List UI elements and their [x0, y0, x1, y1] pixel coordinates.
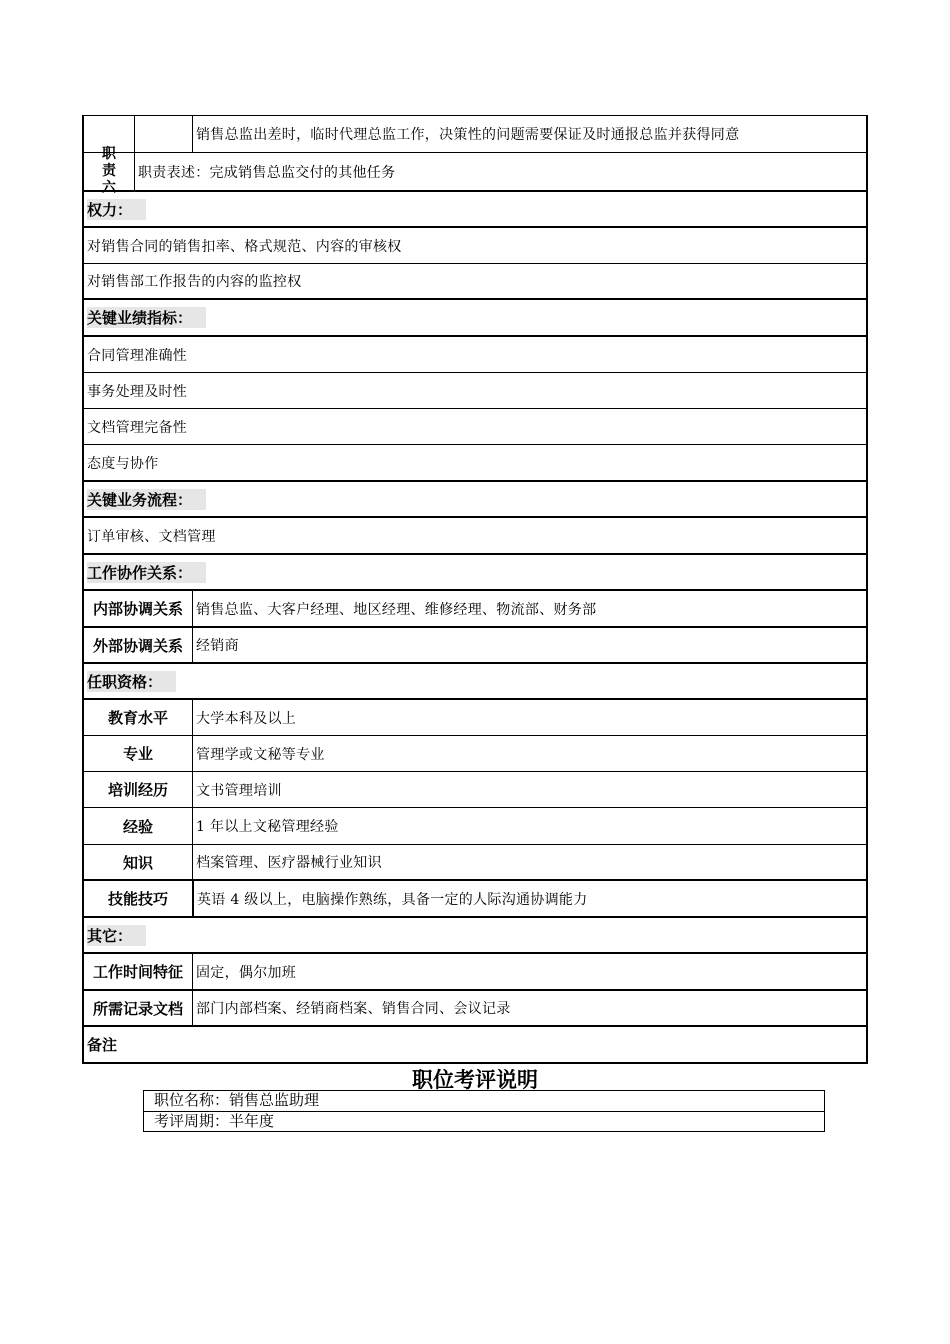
collab-row: [82, 591, 868, 628]
qualification-value: 管理学或文秘等专业: [192, 736, 866, 771]
process-item: [82, 518, 868, 555]
power-item: [82, 228, 868, 264]
collab-row: [82, 628, 868, 664]
job-description-table: [82, 115, 868, 1064]
collab-value: 经销商: [192, 628, 866, 662]
evaluation-title: 职位考评说明: [412, 1068, 538, 1092]
duty-continuation-text: 销售总监出差时，临时代理总监工作，决策性的问题需要保证及时通报总监并获得同意: [192, 116, 866, 152]
qualification-row: [82, 736, 868, 772]
duty-six-row: [82, 146, 868, 196]
other-value: 部门内部档案、经销商档案、销售合同、会议记录: [192, 991, 866, 1025]
qualification-row: [82, 881, 868, 918]
other-label: 所需记录文档: [92, 999, 183, 1018]
qualification-label: 技能技巧: [107, 890, 168, 908]
qualification-label: 培训经历: [107, 781, 168, 799]
qualification-value: 1 年以上文秘管理经验: [192, 808, 866, 844]
process-item-text: 订单审核、文档管理: [87, 528, 216, 545]
kpi-item: [82, 337, 868, 373]
qualification-label: 经验: [122, 817, 153, 836]
other-value: 固定，偶尔加班: [192, 954, 866, 989]
qualification-label: 专业: [122, 745, 153, 763]
duty-continuation-row: [82, 115, 868, 153]
qualification-row: [82, 808, 868, 845]
qualification-label: 教育水平: [107, 709, 168, 727]
qualification-value: 大学本科及以上: [192, 700, 866, 735]
kpi-section-header: [82, 300, 868, 337]
qualification-section-header: [82, 664, 868, 700]
kpi-item-text: 态度与协作: [87, 455, 159, 472]
qualification-row: [82, 845, 868, 881]
power-heading: 权力：: [87, 199, 146, 220]
remarks-row: [82, 1027, 868, 1064]
kpi-heading: 关键业绩指标：: [87, 307, 206, 328]
kpi-item-text: 文档管理完备性: [87, 419, 188, 436]
kpi-item: [82, 445, 868, 482]
collab-label: 外部协调关系: [92, 636, 183, 655]
duty-six-text: 职责表述：完成销售总监交付的其他任务: [134, 153, 866, 190]
duty-six-label: 职责六: [102, 146, 116, 196]
kpi-item: [82, 373, 868, 409]
collab-label: 内部协调关系: [92, 600, 183, 618]
power-item-text: 对销售部工作报告的内容的监控权: [87, 274, 302, 290]
remarks-label: 备注: [87, 1036, 118, 1054]
qualification-row: [82, 772, 868, 808]
empty-cell: [134, 116, 192, 152]
evaluation-cycle: 考评周期：半年度: [144, 1111, 824, 1131]
process-heading: 关键业务流程：: [87, 489, 206, 510]
power-item-text: 对销售合同的销售扣率、格式规范、内容的审核权: [87, 238, 402, 255]
qualification-heading: 任职资格：: [87, 671, 176, 692]
other-row: [82, 991, 868, 1027]
other-label: 工作时间特征: [92, 963, 183, 981]
kpi-item: [82, 409, 868, 445]
collab-heading: 工作协作关系：: [87, 562, 206, 583]
other-section-header: [82, 918, 868, 954]
process-section-header: [82, 482, 868, 518]
other-heading: 其它：: [87, 925, 146, 946]
kpi-item-text: 事务处理及时性: [87, 383, 188, 400]
qualification-row: [82, 700, 868, 736]
qualification-value: 英语 4 级以上，电脑操作熟练，具备一定的人际沟通协调能力: [192, 881, 866, 916]
qualification-label: 知识: [122, 853, 153, 872]
qualification-value: 档案管理、医疗器械行业知识: [192, 845, 866, 879]
power-item: [82, 264, 868, 300]
evaluation-info-box: [143, 1090, 825, 1132]
collab-section-header: [82, 555, 868, 591]
collab-value: 销售总监、大客户经理、地区经理、维修经理、物流部、财务部: [192, 591, 866, 626]
kpi-item-text: 合同管理准确性: [87, 347, 188, 364]
other-row: [82, 954, 868, 991]
qualification-value: 文书管理培训: [192, 772, 866, 807]
evaluation-position-name: 职位名称：销售总监助理: [154, 1093, 320, 1109]
power-section-header: [82, 192, 868, 228]
